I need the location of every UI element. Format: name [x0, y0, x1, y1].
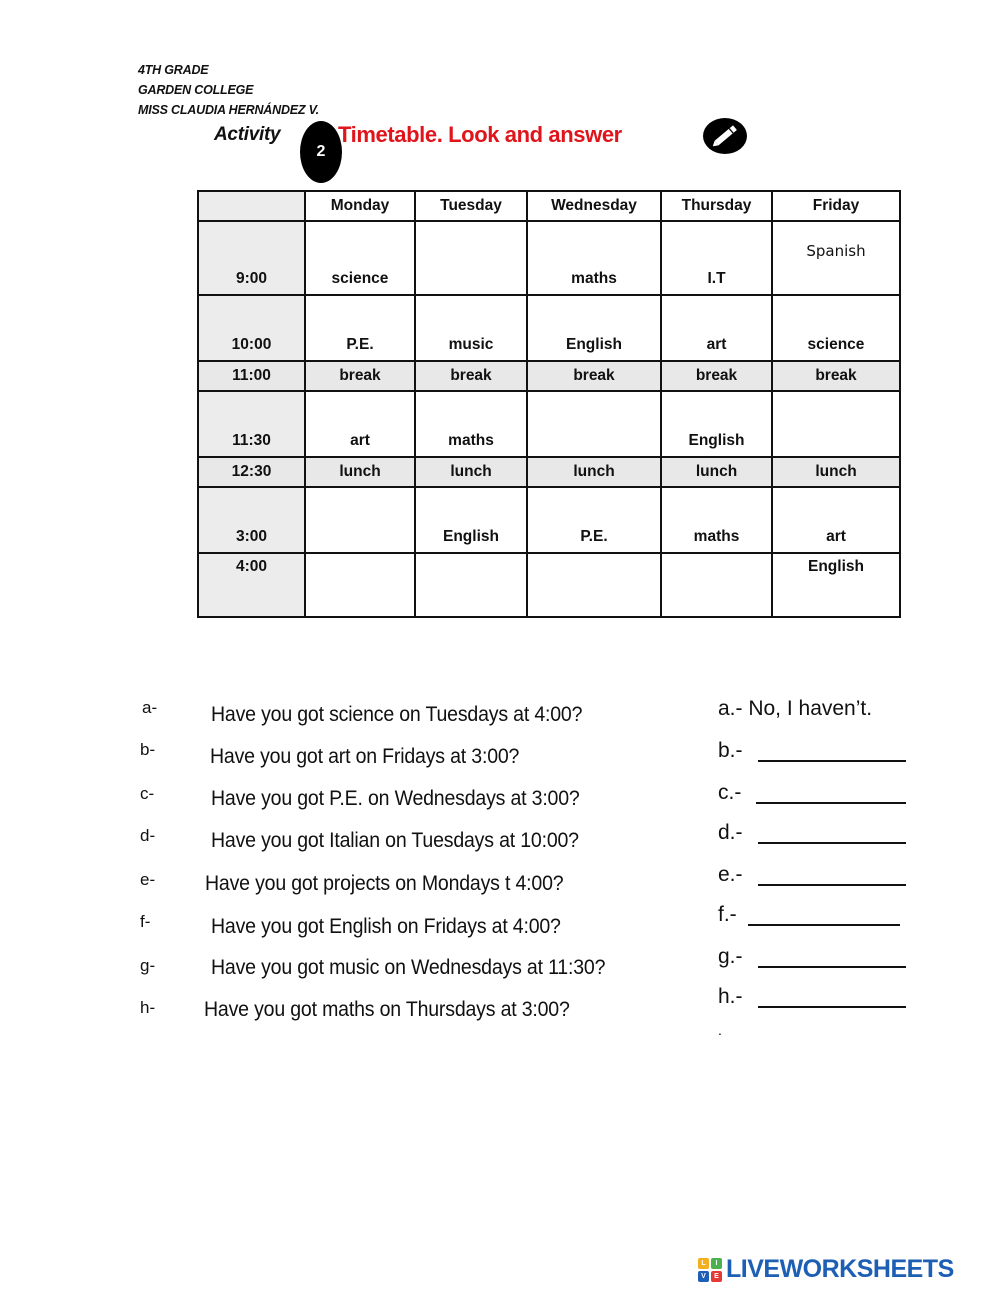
time-cell: 11:00: [198, 361, 305, 391]
answer-example: a.- No, I haven’t.: [718, 697, 873, 720]
lesson-cell: art: [661, 295, 772, 361]
lesson-cell: P.E.: [305, 295, 415, 361]
question-text: Have you got Italian on Tuesdays at 10:00?: [211, 829, 579, 852]
answer-label: f.-: [718, 903, 737, 926]
time-cell: 12:30: [198, 457, 305, 487]
liveworksheets-logo: [698, 1255, 954, 1284]
brand-text: LIVEWORKSHEETS: [726, 1255, 954, 1283]
lesson-cell: English: [772, 553, 900, 617]
lesson-cell: lunch: [527, 457, 661, 487]
time-cell: 4:00: [198, 553, 305, 617]
answer-label: h.-: [718, 985, 743, 1008]
lesson-cell: lunch: [772, 457, 900, 487]
answer-label: c.-: [718, 781, 742, 804]
lesson-cell: art: [305, 391, 415, 457]
answer-blank[interactable]: [758, 760, 906, 762]
question-letter: h-: [140, 998, 156, 1017]
day-header: Friday: [772, 191, 900, 221]
lesson-cell: I.T: [661, 221, 772, 295]
question-text: Have you got projects on Mondays t 4:00?: [205, 872, 564, 895]
question-text: Have you got English on Fridays at 4:00?: [211, 915, 561, 938]
time-cell: 10:00: [198, 295, 305, 361]
lesson-cell: lunch: [305, 457, 415, 487]
lesson-cell: English: [415, 487, 527, 553]
teacher-label: MISS CLAUDIA HERNÁNDEZ V.: [138, 103, 319, 117]
lesson-cell: art: [772, 487, 900, 553]
lesson-cell: break: [772, 361, 900, 391]
lesson-cell: English: [527, 295, 661, 361]
day-header: Tuesday: [415, 191, 527, 221]
grade-label: 4TH GRADE: [138, 63, 209, 77]
question-letter: f-: [140, 912, 151, 931]
day-header: Wednesday: [527, 191, 661, 221]
lesson-cell: lunch: [415, 457, 527, 487]
answer-blank[interactable]: [758, 842, 906, 844]
answer-label: d.-: [718, 821, 743, 844]
day-header: Thursday: [661, 191, 772, 221]
answer-blank[interactable]: [756, 802, 906, 804]
activity-title: Timetable. Look and answer: [338, 122, 622, 147]
lesson-cell: English: [661, 391, 772, 457]
lesson-cell: maths: [527, 221, 661, 295]
question-letter: g-: [140, 956, 156, 975]
lesson-cell: lunch: [661, 457, 772, 487]
lesson-cell: maths: [415, 391, 527, 457]
answer-blank[interactable]: [748, 924, 900, 926]
lesson-cell: maths: [661, 487, 772, 553]
time-cell: 11:30: [198, 391, 305, 457]
answer-label: b.-: [718, 739, 743, 762]
answer-label: e.-: [718, 863, 743, 886]
logo-grid-icon: [698, 1258, 722, 1282]
lesson-cell: science: [305, 221, 415, 295]
question-text: Have you got music on Wednesdays at 11:30?: [211, 956, 606, 979]
answer-blank[interactable]: [758, 966, 906, 968]
logo-letter: V: [698, 1271, 709, 1282]
day-header: Monday: [305, 191, 415, 221]
logo-letter: I: [711, 1258, 722, 1269]
question-letter: e-: [140, 870, 156, 889]
lesson-cell: break: [305, 361, 415, 391]
stray-dot: .: [718, 1022, 722, 1038]
lesson-cell: science: [772, 295, 900, 361]
question-text: Have you got maths on Thursdays at 3:00?: [204, 998, 570, 1021]
question-text: Have you got P.E. on Wednesdays at 3:00?: [211, 787, 580, 810]
activity-word: Activity: [214, 124, 281, 145]
answer-blank[interactable]: [758, 1006, 906, 1008]
question-text: Have you got science on Tuesdays at 4:00?: [211, 703, 583, 726]
question-text: Have you got art on Fridays at 3:00?: [210, 745, 520, 768]
answer-blank[interactable]: [758, 884, 906, 886]
logo-letter: L: [698, 1258, 709, 1269]
question-letter: d-: [140, 826, 156, 845]
lesson-text: Spanish: [806, 241, 866, 260]
activity-number-badge: 2: [300, 121, 342, 183]
logo-letter: E: [711, 1271, 722, 1282]
lesson-cell: break: [661, 361, 772, 391]
school-label: GARDEN COLLEGE: [138, 83, 254, 97]
lesson-cell: music: [415, 295, 527, 361]
time-cell: 9:00: [198, 221, 305, 295]
lesson-cell: P.E.: [527, 487, 661, 553]
answer-label: g.-: [718, 945, 743, 968]
time-cell: 3:00: [198, 487, 305, 553]
question-letter: c-: [140, 784, 155, 803]
question-letter: a-: [142, 698, 158, 717]
lesson-cell: break: [415, 361, 527, 391]
lesson-cell: break: [527, 361, 661, 391]
question-letter: b-: [140, 740, 156, 759]
